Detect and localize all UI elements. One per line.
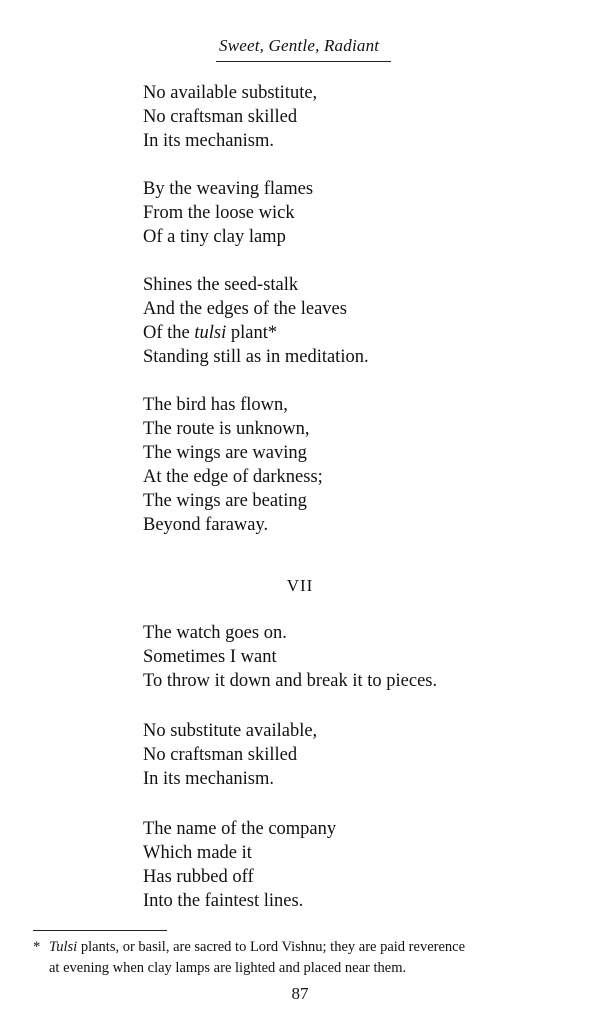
poem-line: The wings are waving	[143, 443, 307, 463]
poem-line: Beyond faraway.	[143, 515, 269, 535]
poem-part-1	[143, 81, 563, 537]
footnote-rule	[33, 930, 167, 931]
poem-line-tulsi	[143, 321, 563, 345]
poem-part-2	[143, 621, 563, 913]
tulsi-line-after: plant*	[226, 323, 278, 343]
poem-line: In its mechanism.	[143, 769, 275, 789]
poem-line: And the edges of the leaves	[143, 299, 347, 319]
poem-line: At the edge of darkness;	[143, 467, 323, 487]
poem-line: The watch goes on.	[143, 623, 287, 643]
stanza-break	[143, 693, 563, 719]
poem-line: No available substitute,	[143, 83, 318, 103]
stanza-break	[143, 153, 563, 177]
poem-line: To throw it down and break it to pieces.	[143, 671, 438, 691]
page-number: 87	[291, 984, 309, 1003]
poem-line: The wings are beating	[143, 491, 307, 511]
footnote-line-1	[33, 937, 578, 958]
poem-line: No craftsman skilled	[143, 107, 298, 127]
running-head-rule	[216, 61, 391, 62]
stanza-break	[143, 369, 563, 393]
footnote-line-1-text: plants, or basil, are sacred to Lord Vishnu; they are paid reverence	[77, 939, 466, 955]
tulsi-word: tulsi	[194, 323, 227, 343]
poem-line: The route is unknown,	[143, 419, 310, 439]
poem-line: The bird has flown,	[143, 395, 288, 415]
footnote	[33, 937, 578, 979]
poem-line: From the loose wick	[143, 203, 295, 223]
stanza-break	[143, 791, 563, 817]
poem-line: Shines the seed-stalk	[143, 275, 299, 295]
section-number: VII	[286, 576, 314, 595]
poem-line: By the weaving flames	[143, 179, 314, 199]
poem-line: No substitute available,	[143, 721, 318, 741]
tulsi-line-before: Of the	[143, 323, 195, 343]
poem-line: Standing still as in meditation.	[143, 347, 369, 367]
poem-line: No craftsman skilled	[143, 745, 298, 765]
footnote-marker: *	[33, 939, 41, 955]
poem-line: Has rubbed off	[143, 867, 254, 887]
poem-line: Sometimes I want	[143, 647, 277, 667]
poem-line: Which made it	[143, 843, 252, 863]
footnote-italic-word: Tulsi	[49, 939, 78, 955]
poem-line: The name of the company	[143, 819, 337, 839]
poem-line: In its mechanism.	[143, 131, 275, 151]
poem-line: Of a tiny clay lamp	[143, 227, 286, 247]
poem-line: Into the faintest lines.	[143, 891, 304, 911]
footnote-line-2: at evening when clay lamps are lighted and placed near them.	[49, 960, 407, 976]
running-head: Sweet, Gentle, Radiant	[219, 36, 380, 55]
stanza-break	[143, 249, 563, 273]
